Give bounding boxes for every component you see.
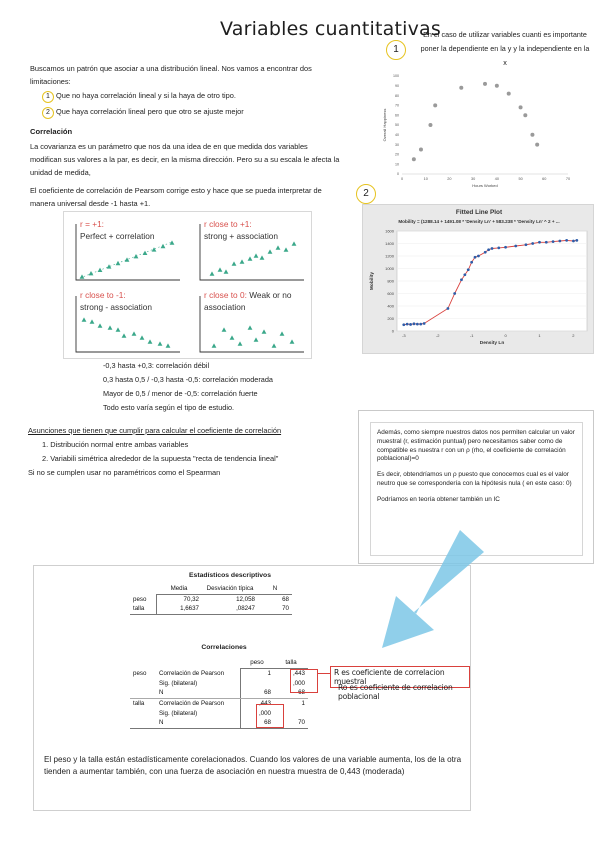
x-tick-label: 10 bbox=[423, 177, 428, 181]
corr-table-title: Correlaciones bbox=[201, 644, 247, 651]
range-item: Mayor de 0,5 / menor de -0,5: correlación fuerte bbox=[103, 389, 258, 398]
table-row: N 68 68 bbox=[130, 688, 308, 698]
col-header: talla bbox=[274, 658, 308, 668]
axis-order-note: En el caso de utilizar variables cuanti es importante poner la dependiente en la y y la independiente en la x bbox=[420, 30, 590, 67]
blue-arrow bbox=[382, 530, 484, 648]
col-header: peso bbox=[240, 658, 274, 668]
limit-number: 2 bbox=[42, 107, 54, 119]
page-title: Variables cuantitativas bbox=[220, 18, 441, 40]
intro-text: Buscamos un patrón que asociar a una distribución lineal. Nos vamos a encontrar dos limitaciones: bbox=[30, 64, 312, 86]
x-tick-label: 2 bbox=[572, 333, 575, 338]
x-tick-label: -3 bbox=[402, 333, 406, 338]
x-tick-label: 1 bbox=[538, 333, 541, 338]
range-item: -0,3 hasta +0,3: correlación débil bbox=[103, 361, 210, 370]
y-axis-label: Overall Happiness bbox=[382, 108, 387, 142]
x-tick-label: 60 bbox=[542, 177, 547, 181]
asunciones-note: Si no se cumplen usar no paramétricos como el Spearman bbox=[28, 468, 221, 477]
conclusion-text: El peso y la talla están estadísticamente corelacionados. Cuando los valores de una variable aumenta, los de la otra tienden a aumentar también, con una fuerza de asociación en nuestra muestra de 0,443 (moderada) bbox=[44, 755, 462, 776]
y-tick-label: 70 bbox=[395, 103, 399, 108]
y-tick-label: 800 bbox=[387, 278, 394, 284]
range-item: Todo esto varía según el tipo de estudio. bbox=[103, 403, 235, 412]
inference-paragraph: Además, como siempre nuestros datos nos permiten calcular un valor muestral (r, estimación puntual) pero necesitamos saber como de compatible es nuestra r con un ρ (rho, el coeficiente de correlación poblacional)=0 bbox=[377, 429, 575, 463]
limit-item: 2 Que haya correlación lineal pero que otro se ajuste mejor bbox=[42, 105, 244, 119]
range-item: 0,3 hasta 0,5 / -0,3 hasta -0,5: correlación moderada bbox=[103, 375, 273, 384]
panel-label-perfect: r = +1: Perfect + correlation bbox=[80, 219, 155, 241]
correlacion-paragraph-2: El coeficiente de correlación de Pearsom corrige esto y hace que se pueda interpretar de manera universal desde -1 hasta +1. bbox=[30, 186, 322, 208]
asuncion-item: 1. Distribución normal entre ambas variables bbox=[42, 440, 189, 449]
correlacion-heading: Correlación bbox=[30, 127, 73, 136]
badge-two: 2 bbox=[356, 184, 376, 204]
asunciones-heading: Asunciones que tienen que cumplir para calcular el coeficiente de correlación bbox=[28, 426, 282, 435]
table-row: talla 1,6637 ,08247 70 bbox=[130, 604, 292, 614]
y-tick-label: 400 bbox=[387, 303, 394, 309]
y-tick-label: 1600 bbox=[385, 228, 394, 234]
x-tick-label: 30 bbox=[471, 177, 476, 181]
x-tick-label: 0 bbox=[504, 333, 507, 338]
table-row: peso 70,32 12,058 68 bbox=[130, 594, 292, 604]
x-tick-label: 20 bbox=[447, 177, 452, 181]
x-tick-label: 70 bbox=[565, 177, 571, 181]
desc-table-title: Estadísticos descriptivos bbox=[189, 572, 271, 579]
table-row: Sig. (bilateral) ,000 bbox=[130, 678, 308, 688]
y-tick-label: 600 bbox=[387, 291, 394, 296]
inference-paragraph: Es decir, obtendríamos un ρ puesto que conocemos cual es el valor neutro que se correspondería con la hipótesis nula ( en este caso: 0) bbox=[377, 471, 572, 487]
y-tick-label: 1400 bbox=[385, 241, 394, 246]
col-header: Desviación típica bbox=[202, 584, 258, 594]
y-tick-label: 80 bbox=[395, 93, 399, 98]
limit-item: 1 Que no haya correlación lineal y si la haya de otro tipo. bbox=[42, 89, 236, 103]
y-tick-label: 0 bbox=[391, 328, 394, 334]
y-tick-label: 60 bbox=[395, 113, 399, 118]
table-row: peso Correlación de Pearson 1 ,443 bbox=[133, 669, 305, 677]
y-tick-label: 0 bbox=[397, 172, 399, 177]
x-axis-label: Hours Worked bbox=[472, 183, 498, 188]
y-tick-label: 90 bbox=[395, 84, 399, 88]
x-axis-label: Density Ln bbox=[479, 341, 505, 346]
table-row: talla Correlación de Pearson ,443 1 bbox=[133, 699, 305, 707]
y-axis-label: Mobility bbox=[370, 271, 375, 291]
panel-label-strong-negative: r close to -1: strong - association bbox=[80, 290, 152, 312]
panel-label-weak: r close to 0: Weak or no association bbox=[204, 290, 292, 312]
chart-title: Fitted Line Plot bbox=[455, 209, 503, 216]
y-tick-label: 20 bbox=[395, 152, 399, 157]
x-tick-label: 40 bbox=[494, 177, 499, 181]
y-tick-label: 1000 bbox=[385, 266, 394, 271]
col-header: N bbox=[258, 584, 292, 594]
y-tick-label: 30 bbox=[395, 142, 399, 147]
x-tick-label: 0 bbox=[400, 177, 404, 181]
asuncion-item: 2. Variabili simétrica alrededor de la supuesta "recta de tendencia lineal" bbox=[42, 454, 279, 463]
x-tick-label: -1 bbox=[469, 333, 474, 338]
inference-paragraph: Podríamos en teoría obtener también un IC bbox=[377, 495, 500, 503]
annotation-r-muestral: R es coeficiente de correlacion muestral bbox=[330, 666, 470, 688]
y-tick-label: 100 bbox=[393, 74, 399, 79]
y-tick-label: 50 bbox=[395, 123, 399, 128]
limit-number: 1 bbox=[42, 91, 54, 103]
x-tick-label: -2 bbox=[435, 333, 440, 338]
annotation-rho-poblacional: Ro es coeficiente de correlacion poblacional bbox=[338, 683, 453, 701]
table-row: Sig. (bilateral) ,000 bbox=[130, 708, 308, 718]
y-tick-label: 40 bbox=[395, 133, 399, 137]
table-row: N 68 70 bbox=[130, 718, 308, 728]
y-tick-label: 200 bbox=[387, 316, 394, 321]
x-tick-label: 50 bbox=[518, 177, 523, 181]
chart-subtitle: Mobility = (1288.14 + 1491.08 * 'Density Ln' + 583.238 * 'Density Ln' ^ 2 + ... bbox=[398, 219, 560, 224]
panel-label-strong-positive: r close to +1: strong + association bbox=[204, 219, 279, 241]
badge-one: 1 bbox=[386, 40, 406, 60]
y-tick-label: 10 bbox=[395, 162, 399, 167]
col-header: Media bbox=[156, 584, 202, 594]
y-tick-label: 1200 bbox=[385, 253, 394, 259]
correlacion-paragraph-1: La covarianza es un parámetro que nos da una idea de en que medida dos variables modifican sus valores a la par, es decir, en la misma dirección. Pero su a su escala le afecta la unidad de medida, bbox=[30, 142, 340, 177]
